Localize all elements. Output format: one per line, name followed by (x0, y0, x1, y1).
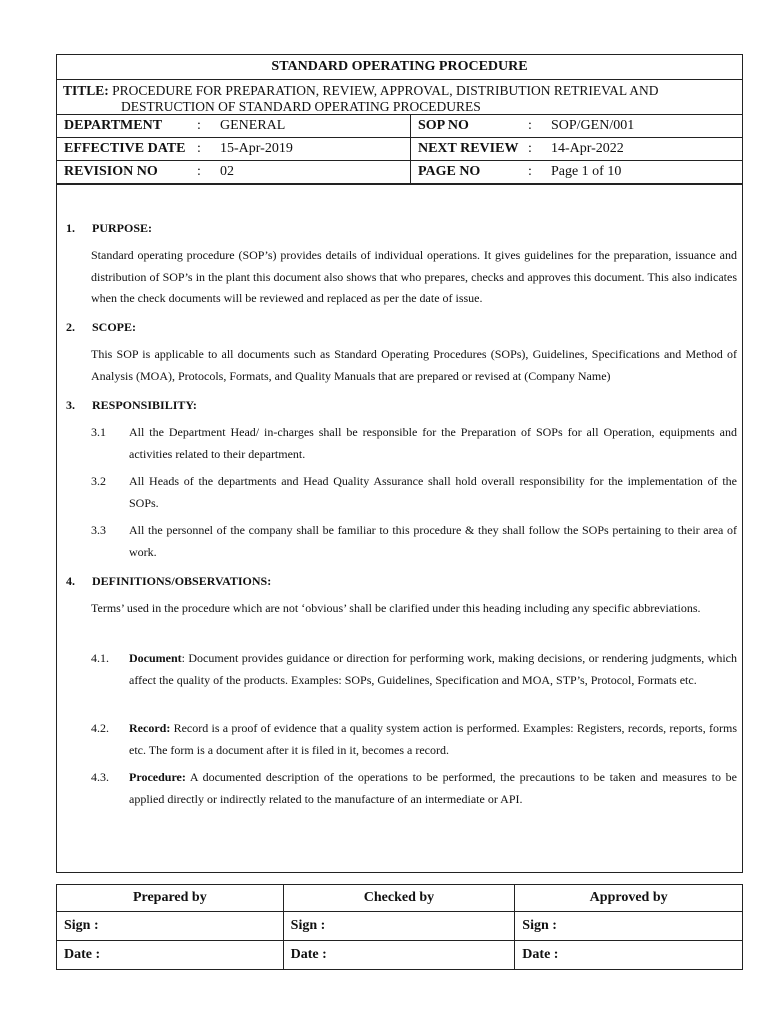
page-no-value: Page 1 of 10 (550, 164, 622, 179)
list-item (91, 767, 737, 810)
prepared-date-field[interactable]: Date : (57, 941, 284, 970)
list-item (91, 648, 737, 691)
sop-body (56, 184, 743, 873)
scope-text: This SOP is applicable to all documents such as Standard Operating Procedures (SOPs), Guidelines, Specifications and Method of Analysis (MOA), Protocols, Formats, and Quality Manuals that are prepared or revised at (Company Name) (91, 347, 737, 383)
meta-row-department (57, 115, 742, 138)
term: Record: (129, 721, 171, 735)
definition-text: : Document provides guidance or direction for performing work, making decisions, or rendering judgments, which affect the quality of the products. Examples: SOPs, Guidelines, Specification and MOA, STP’s, Protocol, Formats etc. (129, 651, 737, 687)
term: Procedure: (129, 770, 186, 784)
section-purpose-heading (66, 220, 736, 236)
approved-sign-field[interactable]: Sign : (515, 912, 743, 941)
prepared-sign-field[interactable]: Sign : (57, 912, 284, 941)
section-heading: RESPONSIBILITY: (92, 398, 197, 412)
sop-no-label: SOP NO (417, 118, 469, 133)
purpose-text: Standard operating procedure (SOP’s) provides details of individual operations. It gives guidelines for the preparation, issuance and distribution of SOP’s in the plant this document also shows that who prepares, checks and approves this document. This also indicates when the check documents will be reviewed and replaced as per the date of issue. (91, 248, 737, 305)
term: Document (129, 651, 182, 665)
page-no-label: PAGE NO (417, 164, 481, 179)
colon: : (197, 164, 201, 179)
colon: : (527, 141, 532, 156)
item-text: All the personnel of the company shall be familiar to this procedure & they shall follow the SOPs pertaining to their area of work. (129, 523, 737, 559)
list-item (91, 520, 737, 563)
item-number: 3.2 (91, 474, 106, 488)
colon: : (527, 164, 532, 179)
section-definitions-heading (66, 573, 736, 589)
list-item (91, 718, 737, 761)
signoff-table (56, 884, 743, 970)
section-number: 4. (66, 574, 75, 588)
approved-by-header: Approved by (515, 885, 743, 912)
title-line-2: DESTRUCTION OF STANDARD OPERATING PROCEDURES (121, 99, 481, 114)
effective-date-label: EFFECTIVE DATE (64, 141, 186, 156)
colon: : (197, 118, 201, 133)
department-label: DEPARTMENT (64, 118, 163, 133)
meta-row-revision (57, 161, 742, 183)
department-value: GENERAL (220, 118, 286, 133)
item-number: 3.1 (91, 425, 106, 439)
prepared-by-header: Prepared by (57, 885, 284, 912)
section-heading: PURPOSE: (92, 221, 152, 235)
colon: : (527, 118, 532, 133)
next-review-value: 14-Apr-2022 (550, 141, 624, 156)
checked-by-header: Checked by (283, 885, 515, 912)
item-number: 4.2. (91, 721, 109, 735)
approved-date-field[interactable]: Date : (515, 941, 743, 970)
section-responsibility-heading (66, 397, 736, 413)
checked-sign-field[interactable]: Sign : (283, 912, 515, 941)
section-number: 2. (66, 320, 75, 334)
item-text: All Heads of the departments and Head Quality Assurance shall hold overall responsibility for the implementation of the SOPs. (129, 474, 737, 510)
section-heading: SCOPE: (92, 320, 137, 334)
date-row (57, 941, 743, 970)
section-number: 1. (66, 221, 75, 235)
document-title (57, 80, 742, 115)
definition-text: Record is a proof of evidence that a quality system action is performed. Examples: Registers, records, reports, forms etc. The form is a document after it is filed in it, becomes a record. (129, 721, 737, 757)
section-heading: DEFINITIONS/OBSERVATIONS: (92, 574, 272, 588)
sign-row (57, 912, 743, 941)
title-label: TITLE: (63, 83, 109, 98)
revision-no-value: 02 (220, 164, 234, 179)
item-number: 4.3. (91, 770, 109, 784)
section-scope-heading (66, 319, 736, 335)
item-number: 3.3 (91, 523, 106, 537)
revision-no-label: REVISION NO (64, 164, 158, 179)
definitions-intro: Terms’ used in the procedure which are not ‘obvious’ shall be clarified under this heading including any specific abbreviations. (91, 601, 701, 615)
checked-date-field[interactable]: Date : (283, 941, 515, 970)
meta-row-effective-date (57, 138, 742, 161)
list-item (91, 471, 737, 514)
title-line-1: PROCEDURE FOR PREPARATION, REVIEW, APPROVAL, DISTRIBUTION RETRIEVAL AND (112, 83, 659, 98)
sop-no-value: SOP/GEN/001 (550, 118, 635, 133)
sop-header (56, 54, 743, 184)
definition-text: A documented description of the operations to be performed, the precautions to be taken and measures to be applied directly or indirectly related to the manufacture of an intermediate or API. (129, 770, 737, 806)
doc-type-title: STANDARD OPERATING PROCEDURE (57, 55, 742, 80)
colon: : (197, 141, 201, 156)
effective-date-value: 15-Apr-2019 (220, 141, 293, 156)
next-review-label: NEXT REVIEW (417, 141, 519, 156)
item-number: 4.1. (91, 651, 109, 665)
item-text: All the Department Head/ in-charges shall be responsible for the Preparation of SOPs for all Operation, equipments and activities related to their department. (129, 425, 737, 461)
section-number: 3. (66, 398, 75, 412)
signoff-header-row (57, 885, 743, 912)
list-item (91, 422, 737, 465)
